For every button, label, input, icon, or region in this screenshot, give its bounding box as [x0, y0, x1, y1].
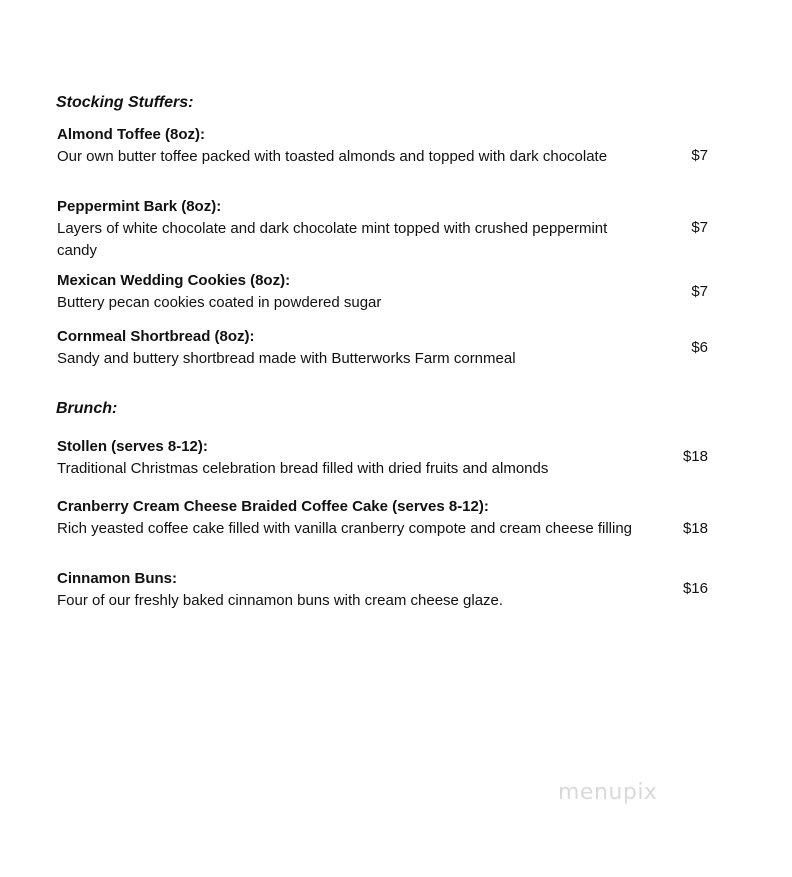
item-price: $6 [691, 339, 708, 356]
menu-item-stollen [57, 436, 657, 480]
menu-item-mexican-wedding-cookies [57, 270, 657, 314]
section-title-brunch: Brunch: [56, 400, 118, 417]
item-description: Traditional Christmas celebration bread filled with dried fruits and almonds [57, 460, 549, 477]
menu-item-cinnamon-buns [57, 568, 657, 612]
watermark-logo: menupix [558, 780, 658, 805]
item-description: Buttery pecan cookies coated in powdered sugar [57, 294, 382, 311]
menu-item-cranberry-coffee-cake [57, 496, 657, 540]
item-price: $16 [682, 580, 708, 597]
item-description: Rich yeasted coffee cake filled with vanilla cranberry compote and cream cheese filling [57, 520, 633, 537]
item-description: Layers of white chocolate and dark chocolate mint topped with crushed peppermint candy [57, 220, 608, 259]
item-price: $7 [691, 219, 708, 236]
section-title-stocking-stuffers: Stocking Stuffers: [56, 94, 194, 111]
item-name: Stollen (serves 8-12): [57, 438, 208, 455]
item-name: Cornmeal Shortbread (8oz): [57, 328, 255, 345]
item-name: Peppermint Bark (8oz): [57, 198, 222, 215]
item-description: Our own butter toffee packed with toasted almonds and topped with dark chocolate [57, 148, 608, 165]
menu-item-almond-toffee [57, 124, 657, 168]
item-name: Almond Toffee (8oz): [57, 126, 206, 143]
item-price: $18 [682, 448, 708, 465]
item-description: Sandy and buttery shortbread made with Butterworks Farm cornmeal [57, 350, 516, 367]
item-name: Mexican Wedding Cookies (8oz): [57, 272, 291, 289]
item-price: $7 [691, 283, 708, 300]
item-price: $7 [691, 147, 708, 164]
item-description: Four of our freshly baked cinnamon buns with cream cheese glaze. [57, 592, 504, 609]
menu-item-cornmeal-shortbread [57, 326, 657, 370]
item-price: $18 [682, 520, 708, 537]
menu-item-peppermint-bark [57, 196, 657, 262]
item-name: Cranberry Cream Cheese Braided Coffee Cake (serves 8-12): [57, 498, 489, 515]
item-name: Cinnamon Buns: [57, 570, 177, 587]
